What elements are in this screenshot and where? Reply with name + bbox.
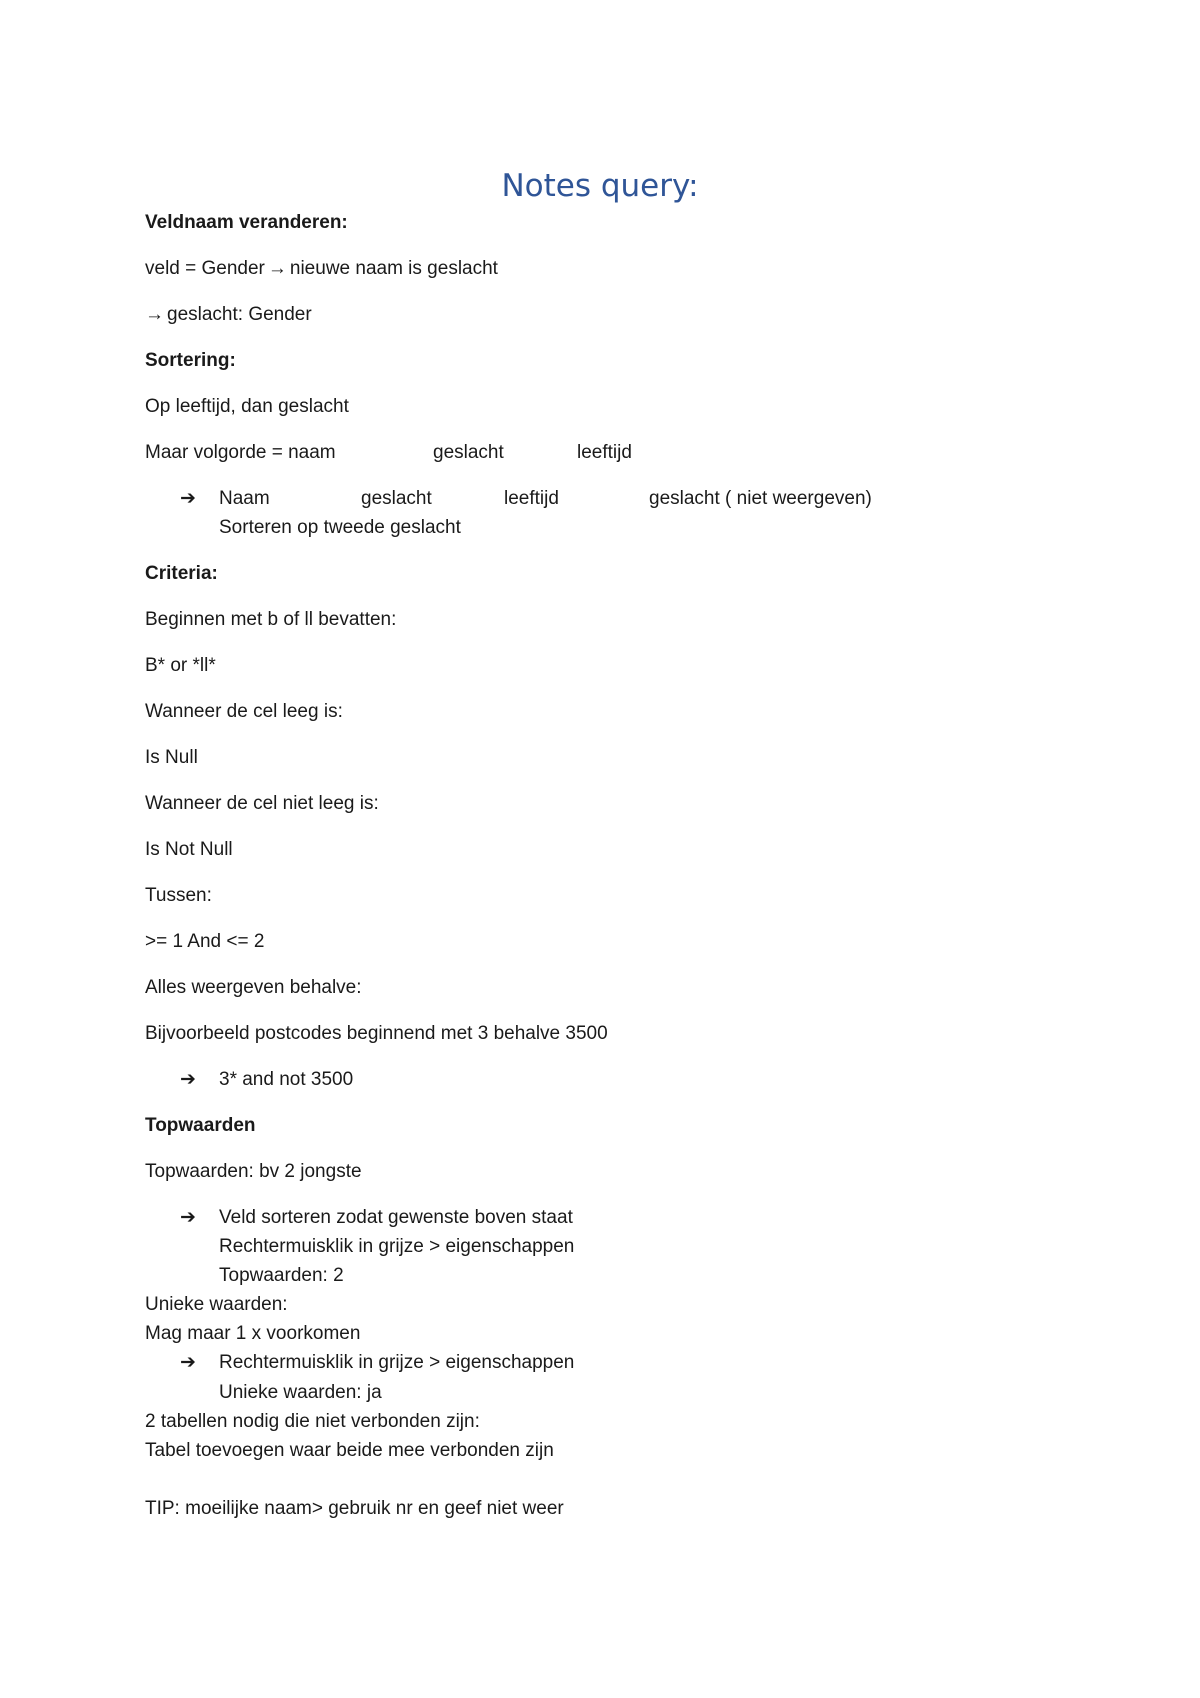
arrow-icon: → [267, 258, 287, 279]
sortering-bullet-col4: geslacht ( niet weergeven) [649, 488, 872, 509]
sortering-bullet-col1: Naam [219, 488, 270, 509]
bullet-arrow-icon: ➔ [180, 1069, 196, 1090]
criteria-line: Is Null [145, 747, 198, 768]
criteria-line: Wanneer de cel niet leeg is: [145, 793, 379, 814]
unieke-bullet-line: Rechtermuisklik in grijze > eigenschappen [219, 1352, 575, 1373]
topwaarden-bullet-line: Veld sorteren zodat gewenste boven staat [219, 1207, 573, 1228]
sortering-bullet-line2: Sorteren op tweede geslacht [219, 517, 461, 538]
veldnaam-line-2 [145, 303, 312, 327]
sortering-bullet-col3: leeftijd [504, 488, 559, 509]
criteria-line: B* or *ll* [145, 655, 216, 676]
unieke-line-2: Mag maar 1 x voorkomen [145, 1323, 361, 1344]
criteria-line: Alles weergeven behalve: [145, 977, 362, 998]
sortering-order-label: Maar volgorde = naam [145, 442, 336, 463]
heading-sortering: Sortering: [145, 350, 236, 371]
criteria-line: Bijvoorbeeld postcodes beginnend met 3 behalve 3500 [145, 1023, 608, 1044]
criteria-line: >= 1 And <= 2 [145, 931, 265, 952]
sortering-line-1: Op leeftijd, dan geslacht [145, 396, 349, 417]
bullet-arrow-icon: ➔ [180, 488, 196, 509]
criteria-line: Wanneer de cel leeg is: [145, 701, 343, 722]
veldnaam-line-2-text: geslacht: Gender [167, 304, 312, 325]
veldnaam-line-1b: nieuwe naam is geslacht [289, 258, 498, 279]
bullet-arrow-icon: ➔ [180, 1352, 196, 1373]
criteria-line: Is Not Null [145, 839, 233, 860]
heading-topwaarden: Topwaarden [145, 1115, 256, 1136]
criteria-bullet: 3* and not 3500 [219, 1069, 354, 1090]
topwaarden-line-1: Topwaarden: bv 2 jongste [145, 1161, 362, 1182]
arrow-icon: → [145, 304, 164, 325]
topwaarden-bullet-line: Rechtermuisklik in grijze > eigenschappen [219, 1236, 575, 1257]
veldnaam-line-1 [145, 257, 498, 281]
topwaarden-bullet-line: Topwaarden: 2 [219, 1265, 344, 1286]
tip-line: TIP: moeilijke naam> gebruik nr en geef niet weer [145, 1498, 564, 1519]
heading-veldnaam: Veldnaam veranderen: [145, 212, 348, 233]
heading-criteria: Criteria: [145, 563, 218, 584]
unieke-line-4: Tabel toevoegen waar beide mee verbonden zijn [145, 1440, 554, 1461]
criteria-line: Tussen: [145, 885, 212, 906]
unieke-line-3: 2 tabellen nodig die niet verbonden zijn: [145, 1411, 480, 1432]
criteria-line: Beginnen met b of ll bevatten: [145, 609, 397, 630]
veldnaam-line-1a: veld = Gender [145, 258, 265, 279]
sortering-order-col3: leeftijd [577, 442, 632, 463]
sortering-bullet-col2: geslacht [361, 488, 432, 509]
bullet-arrow-icon: ➔ [180, 1207, 196, 1228]
unieke-bullet-line: Unieke waarden: ja [219, 1382, 382, 1403]
unieke-line-1: Unieke waarden: [145, 1294, 288, 1315]
page-title: Notes query: [501, 168, 699, 204]
sortering-order-col2: geslacht [433, 442, 504, 463]
